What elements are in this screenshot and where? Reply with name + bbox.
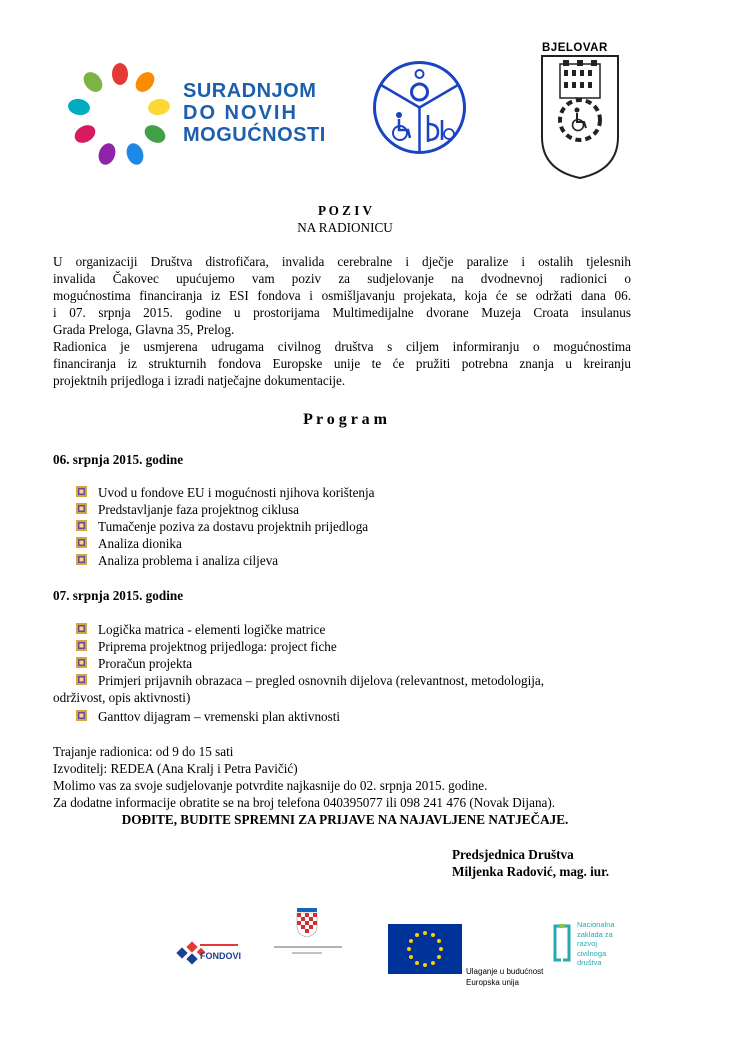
bullet-icon xyxy=(76,503,87,514)
logo-line-2: DO NOVIH xyxy=(183,102,298,124)
call-to-action: DOĐITE, BUDITE SPREMNI ZA PRIJAVE NA NAJAVLJENE NATJEČAJE. xyxy=(121,812,569,827)
logo-line-1: SURADNJOM xyxy=(183,80,317,102)
day1-item: Uvod u fondove EU i mogućnosti njihova korištenja xyxy=(98,485,375,500)
bracket-mark-icon xyxy=(553,924,571,962)
ddicp-logo xyxy=(372,60,467,155)
bullet-icon xyxy=(76,674,87,685)
signature-block xyxy=(452,846,609,880)
bullet-icon xyxy=(76,657,87,668)
fondovi-label: FONDOVI xyxy=(200,951,242,961)
day1-item: Tumačenje poziva za dostavu projektnih prijedloga xyxy=(98,519,369,534)
intro-line: Grada Preloga, Glavna 35, Prelog. xyxy=(53,322,235,337)
day2-item: Proračun projekta xyxy=(98,656,193,671)
intro-line: i 07. srpnja 2015. godine u prostorijama Multimedijalne dvorane Muzeja Croata insulanus xyxy=(53,305,631,320)
info-block xyxy=(53,743,653,811)
croatian-coat-of-arms-icon xyxy=(296,908,318,938)
nacionalna-line: društva xyxy=(577,958,602,967)
intro-line: mogućnostima financiranja iz ESI fondova i osmišljavanju projekata, koja će se održati dana 06. xyxy=(53,288,631,303)
day2-item: Primjeri prijavnih obrazaca – pregled osnovnih dijelova (relevantnost, metodologija, xyxy=(98,673,545,688)
day1-item: Analiza dionika xyxy=(98,536,182,551)
nacionalna-zaklada-logo xyxy=(553,920,643,990)
suradnjom-logo xyxy=(65,62,325,167)
eu-caption xyxy=(466,966,543,988)
day2-item: Priprema projektnog prijedloga: project fiche xyxy=(98,639,337,654)
logo-line-3: MOGUĆNOSTI xyxy=(183,124,326,146)
nacionalna-line: Nacionalna xyxy=(577,920,615,929)
nacionalna-line: razvoj xyxy=(577,939,598,948)
day1-item: Analiza problema i analiza ciljeva xyxy=(98,553,279,568)
eu-caption-line-2: Europska unija xyxy=(466,978,519,987)
nacionalna-line: civilnoga xyxy=(577,948,607,958)
invitation-subtitle: NA RADIONICU xyxy=(297,220,393,235)
intro-paragraph xyxy=(53,253,631,389)
croatia-coat-logo xyxy=(272,908,344,968)
invitation-title: P O Z I V xyxy=(318,203,372,218)
hands-circle-icon xyxy=(65,62,175,167)
bullet-icon xyxy=(76,710,87,721)
nacionalna-zaklada-text xyxy=(577,920,615,968)
wheelchair-emblem-icon xyxy=(372,60,467,155)
bullet-icon xyxy=(76,640,87,651)
intro-line: projektnih prijedloga i izradi natječajne dokumentacije. xyxy=(53,373,346,388)
fondovi-logo xyxy=(176,934,266,974)
day2-item: Ganttov dijagram – vremenski plan aktivnosti xyxy=(98,709,341,724)
bullet-icon xyxy=(76,554,87,565)
duration-text: Trajanje radionica: od 9 do 15 sati xyxy=(53,744,234,759)
bjelovar-title: BJELOVAR xyxy=(542,42,608,54)
nacionalna-line: zaklada za xyxy=(577,929,613,939)
signature-role: Predsjednica Društva xyxy=(452,847,574,862)
bullet-icon xyxy=(76,520,87,531)
bullet-icon xyxy=(76,537,87,548)
intro-line: financiranja iz strukturnih fondova Europske unije te će pružiti potrebna znanja u kreiranju xyxy=(53,356,631,371)
day2-item: Logička matrica - elementi logičke matrice xyxy=(98,622,326,637)
intro-line: U organizaciji Društva distrofičara, invalida cerebralne i dječje paralize i ostalih tjelesnih xyxy=(53,254,631,269)
day1-date: 06. srpnja 2015. godine xyxy=(53,452,184,467)
eu-caption-line-1: Ulaganje u budućnost xyxy=(466,967,544,976)
bullet-icon xyxy=(76,486,87,497)
program-heading: P r o g r a m xyxy=(303,411,387,428)
day2-item-continuation: održivost, opis aktivnosti) xyxy=(53,690,191,705)
bjelovar-crest-icon xyxy=(530,42,630,182)
signature-name: Miljenka Radović, mag. iur. xyxy=(452,864,610,879)
day2-date: 07. srpnja 2015. godine xyxy=(53,588,184,603)
presenter-text: Izvoditelj: REDEA (Ana Kralj i Petra Pavičić) xyxy=(53,761,298,776)
day1-item: Predstavljanje faza projektnog ciklusa xyxy=(98,502,300,517)
intro-line: invalida Čakovec upućujemo vam poziv za sudjelovanje na dvodnevnoj radionici o xyxy=(53,271,631,286)
eu-flag-icon xyxy=(388,924,462,974)
contact-text: Za dodatne informacije obratite se na broj telefona 040395077 ili 098 241 476 (Novak Dijana). xyxy=(53,795,556,810)
bjelovar-logo xyxy=(530,42,630,182)
bullet-icon xyxy=(76,623,87,634)
eu-flag-logo xyxy=(388,924,462,974)
intro-line: Radionica je usmjerena udrugama civilnog društva s ciljem informiranju o mogućnostima xyxy=(53,339,631,354)
confirmation-text: Molimo vas za svoje sudjelovanje potvrdite najkasnije do 02. srpnja 2015. godine. xyxy=(53,778,488,793)
